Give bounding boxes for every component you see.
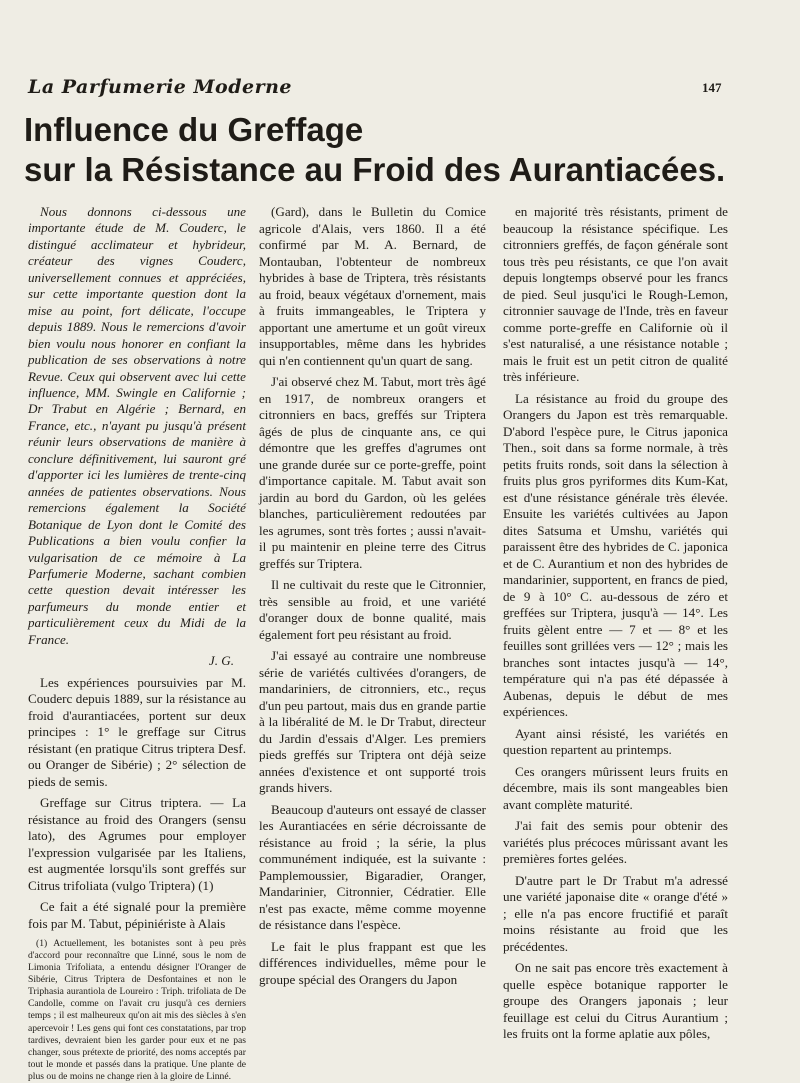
title-line-1: Influence du Greffage [24, 111, 364, 148]
body-paragraph: On ne sait pas encore très exactement à quelle espèce botanique rapporter le groupe des Orangers japonais ; leur feuillage est celui du Citrus Aurantium ; les fruits ont la forme aplatie aux pôles, [503, 960, 728, 1041]
intro-paragraph: Nous donnons ci-dessous une importante étude de M. Couderc, le distingué acclimateur et hybrideur, créateur des vignes Couderc, universellement connues et appréciées, sur cette importante question dont la mise au point, fort délicate, l'occupe depuis 1889. Nous le remercions d'avoir bien voulu nous honorer en confiant la publication de ses observations à notre Revue. Ceux qui observent avec lui cette influence, MM. Swingle en Californie ; Dr Trabut en Algérie ; Bernard, en France, etc., n'ayant pu jusqu'à présent réunir leurs observations de manière à conclure définitivement, lui sauront gré d'apporter ici les lumières de trente-cinq années de patientes observations. Nous remercions également la Société Botanique de Lyon dont le Comité des Publications a bien voulu confier la vulgarisation de ce mémoire à La Parfumerie Moderne, sachant combien cette question devait intéresser les parfumeurs du monde entier et particulièrement ceux du Midi de la France. [28, 204, 246, 647]
footnote [28, 938, 246, 1083]
body-paragraph: Le fait le plus frappant est que les différences individuelles, même pour le groupe spécial des Orangers du Japon [259, 938, 486, 987]
column-3 [503, 204, 728, 1048]
title-line-2: sur la Résistance au Froid des Aurantiacées. [24, 151, 726, 188]
body-paragraph: Ayant ainsi résisté, les variétés en question repartent au printemps. [503, 725, 728, 757]
body-paragraph: Ce fait a été signalé pour la première fois par M. Tabut, pépiniériste à Alais [28, 899, 246, 931]
body-paragraph: J'ai fait des semis pour obtenir des variétés plus précoces mûrissant avant les premières fortes gelées. [503, 818, 728, 866]
article-title [24, 110, 784, 190]
body-paragraph: Ces orangers mûrissent leurs fruits en décembre, mais ils sont mangeables bien avant complète maturité. [503, 763, 728, 812]
body-paragraph: La résistance au froid du groupe des Orangers du Japon est très remarquable. D'abord l'espèce pure, le Citrus japonica Then., soit dans sa forme normale, à très petits fruits ronds, soit dans la sélection à fruits plus gros pyriformes dits Kum-Kat, est d'une résistance générale très élevée. Ensuite les variétés cultivées au Japon dites Satsuma et Umshu, variétés qui paraissent être des hybrides de C. japonica et de C. Aurantium et non des hybrides de mandarinier, supportent, en francs de pied, de 9 à 10° C. au-dessous de zéro et greffées sur Triptera, jusqu'à — 14°. Les fruits gèlent entre — 7 et — 8° et les feuilles sont grillées vers — 12° ; mais les branches sont intactes jusqu'à — 14°, température qui n'a pas été dépassée à Aubenas, depuis le début de mes expériences. [503, 390, 728, 719]
intro-signature: J. G. [208, 653, 234, 669]
body-paragraph: (Gard), dans le Bulletin du Comice agricole d'Alais, vers 1860. Il a été confirmé par M. A. Bernard, de Montauban, l'obtenteur de nombreux hybrides à base de Triptera, très résistants au froid, beaux végétaux d'ornement, mais à fruits immangeables, le Triptera y apportant une amertume et un goût vireux insupportables, même dans les hybrides qui n'en contiennent qu'un quart de sang. [259, 204, 486, 368]
column-1 [28, 204, 246, 1083]
footnote-text: (1) Actuellement, les botanistes sont à peu près d'accord pour reconnaître que Linné, sous le nom de Limonia Trifoliata, a entendu désigner l'Oranger de Sibérie, Citrus Triptera de Desfontaines et non le Triphasia aurantiola de Loureiro : Triph. trifoliata de De Candolle, comme on l'avait cru jusqu'à ces derniers temps ; il est malheureux qu'on ait mis des siècles à s'en apercevoir ! Les gens qui font ces constatations, par trop tardives, devraient bien les garder pour eux et ne pas changer, sous prétexte de priorité, des noms acceptés par tout le monde et passés dans la pratique. Une plante de plus ou de moins ne change rien à la gloire de Linné. [28, 938, 246, 1082]
body-paragraph: Les expériences poursuivies par M. Couderc depuis 1889, sur la résistance au froid d'aurantiacées, portent sur deux principes : 1° le greffage sur Citrus résistant (en pratique Citrus triptera Desf. ou Oranger de Sibérie) ; 2° sélection de pieds de semis. [28, 674, 246, 789]
column-2 [259, 204, 486, 993]
body-paragraph: J'ai observé chez M. Tabut, mort très âgé en 1917, de nombreux orangers et citronniers en bacs, greffés sur Triptera âgés de plus de cinquante ans, ce qui démontre que les greffes d'agrumes ont une grande durée sur ce porte-greffe, point d'importance capitale. M. Tabut avait son jardin au bord du Gardon, où les gelées blanches, particulièrement redoutées par les agrumes, sont très fortes ; aussi n'avait-il pu maintenir en pleine terre des Citrus greffés sur Triptera. [259, 374, 486, 571]
masthead-logo: La Parfumerie Moderne [28, 76, 292, 98]
body-paragraph: Il ne cultivait du reste que le Citronnier, très sensible au froid, et une variété d'oranger doux de bonne qualité, mais également fort peu résistant au froid. [259, 577, 486, 642]
page-number: 147 [702, 80, 722, 95]
body-paragraph: Greffage sur Citrus triptera. — La résistance au froid des Orangers (sensu lato), des Agrumes pour employer l'expression vulgarisée par les Italiens, est augmentée lorsqu'ils sont greffés sur Citrus trifoliata (vulgo Triptera) (1) [28, 795, 246, 893]
body-paragraph: en majorité très résistants, priment de beaucoup la résistance spécifique. Les citronniers greffés, de façon générale sont tous très peu résistants, ce que l'on avait depuis longtemps observé pour les francs de pied. Seul jusqu'ici le Rough-Lemon, citronnier sauvage de l'Inde, très en faveur comme porte-greffe en Californie où il s'est naturalisé, a une résistance notable ; mais le fruit est un petit citron de qualité très inférieure. [503, 204, 728, 384]
body-paragraph: Beaucoup d'auteurs ont essayé de classer les Aurantiacées en série décroissante de résistance au froid ; la série, la plus communément indiquée, est la suivante : Pamplemoussier, Bigaradier, Oranger, Mandarinier, Citronnier, Cédratier. Elle n'est pas exacte, même comme moyenne de résistance dans l'espèce. [259, 801, 486, 932]
body-paragraph: D'autre part le Dr Trabut m'a adressé une variété japonaise dite « orange d'été » ; elle n'a pas encore fructifié et paraît moins résistante au froid que les précédentes. [503, 872, 728, 954]
body-paragraph: J'ai essayé au contraire une nombreuse série de variétés cultivées d'orangers, de mandariniers, de citronniers, etc., reçus d'un peu partout, mais dus en grande partie à la libéralité de M. le Dr Trabut, directeur du Jardin d'essais d'Alger. Les premiers pieds greffés sur Triptera ont déjà seize années d'existence et ont supporté trois grands hivers. [259, 648, 486, 795]
